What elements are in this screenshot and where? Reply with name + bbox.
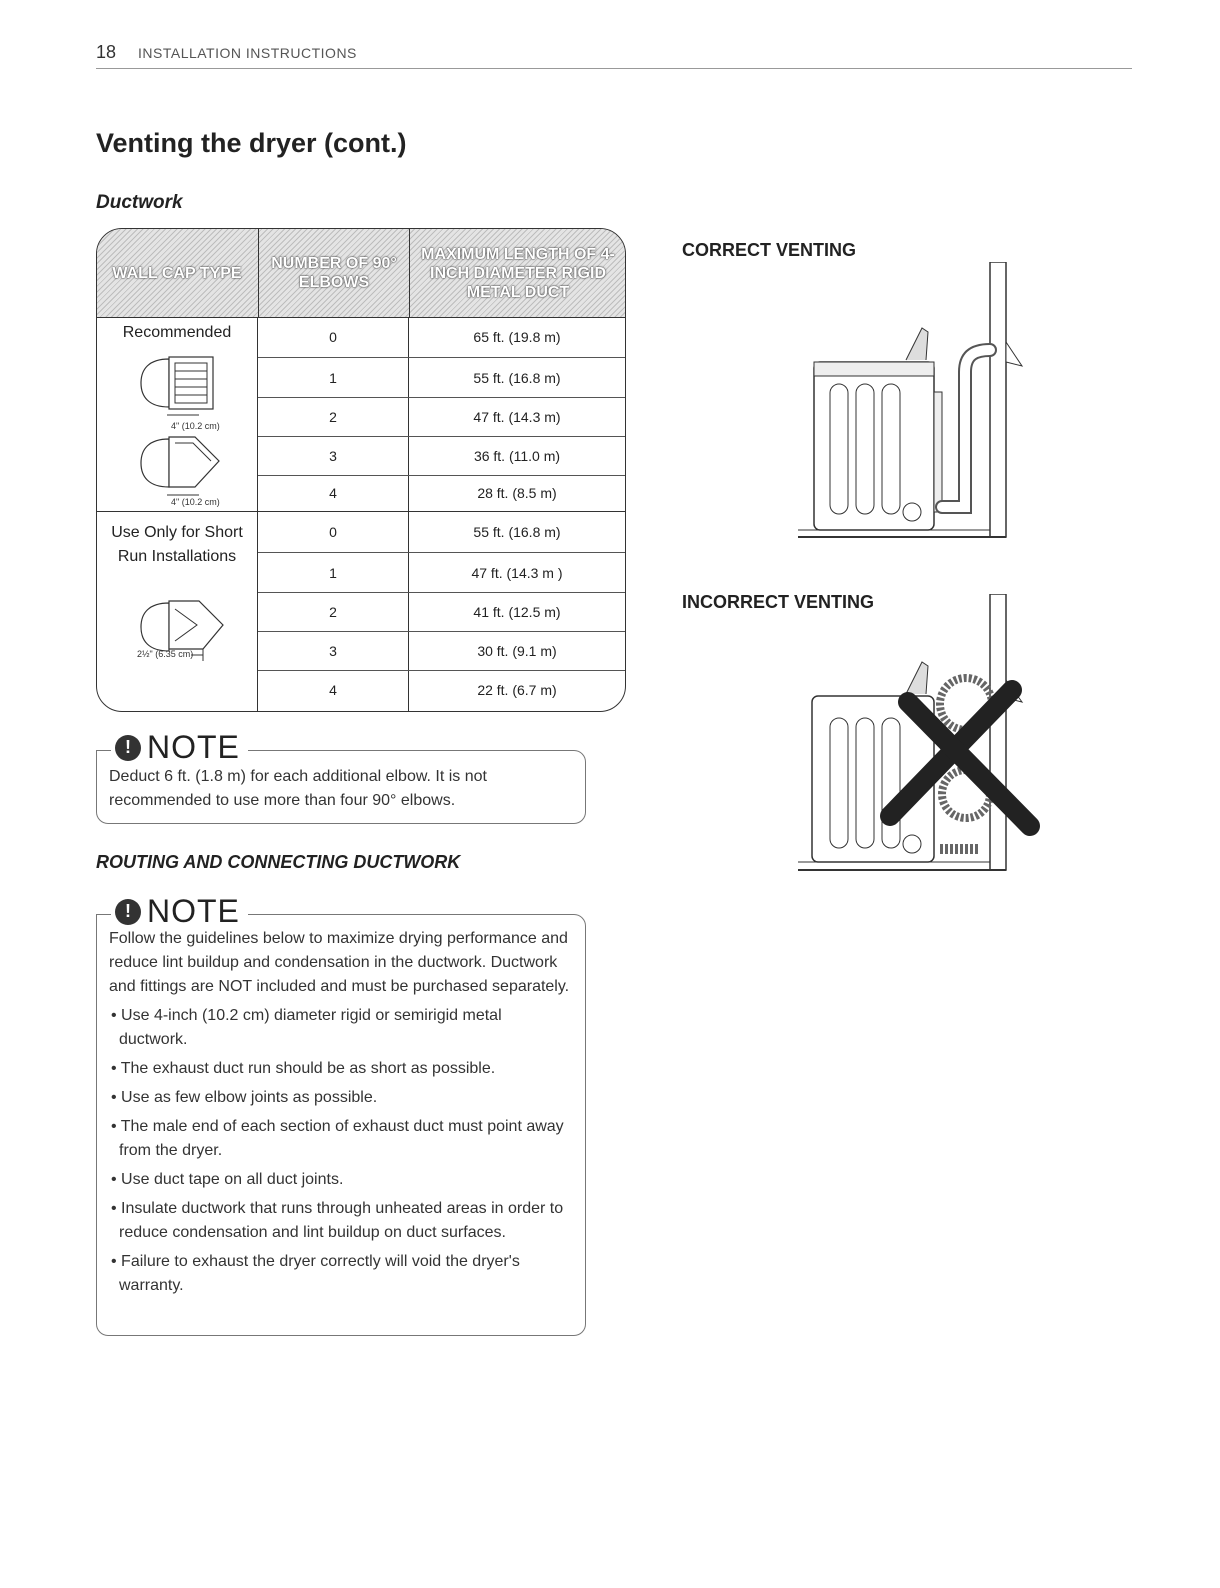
dim-label: 4" (10.2 cm)	[171, 497, 220, 507]
note-title: NOTE	[147, 729, 240, 765]
exclamation-icon: !	[115, 899, 141, 925]
elbow-count: 3	[329, 642, 337, 659]
elbow-count: 3	[329, 447, 337, 464]
guideline-item: • The exhaust duct run should be as short as possible.	[111, 1060, 496, 1077]
guideline-item: • Insulate ductwork that runs through unheated areas in order to reduce condensation and lint buildup on duct surfaces.	[111, 1200, 564, 1241]
group-label-recommended: Recommended	[122, 324, 232, 341]
table-row	[258, 553, 625, 593]
max-length: 47 ft. (14.3 m)	[473, 408, 561, 425]
elbow-count: 0	[329, 524, 337, 540]
routing-heading: ROUTING AND CONNECTING DUCTWORK	[96, 852, 461, 872]
guideline-item: • The male end of each section of exhaust duct must point away from the dryer.	[111, 1118, 564, 1159]
ductwork-subtitle: Ductwork	[96, 192, 183, 213]
note-box	[96, 729, 586, 824]
note-text: Deduct 6 ft. (1.8 m) for each additional elbow. It is not recommended to use more than four 90° elbows.	[109, 768, 487, 809]
table-row	[258, 592, 625, 632]
max-length: 28 ft. (8.5 m)	[477, 485, 557, 501]
note-intro: Follow the guidelines below to maximize drying performance and reduce lint buildup and condensation in the ductwork. Ductwork and fittings are NOT included and must be purchased separately.	[109, 930, 570, 995]
note-body	[109, 927, 571, 1298]
exclamation-icon: !	[115, 735, 141, 761]
table-row	[258, 475, 625, 512]
elbow-count: 2	[329, 603, 337, 620]
guideline-item: • Use as few elbow joints as possible.	[111, 1089, 378, 1106]
max-length: 22 ft. (6.7 m)	[477, 681, 557, 698]
group-label-line: Use Only for Short	[111, 524, 243, 541]
max-length: 30 ft. (9.1 m)	[477, 642, 557, 659]
header-elbows: NUMBER OF 90° ELBOWS	[258, 229, 409, 317]
table-header	[97, 229, 625, 318]
group-label-short-run	[97, 521, 257, 569]
max-length: 36 ft. (11.0 m)	[473, 447, 561, 464]
guideline-item: • Use 4-inch (10.2 cm) diameter rigid or semirigid metal ductwork.	[111, 1007, 502, 1048]
elbow-count: 2	[329, 408, 337, 425]
elbow-count: 4	[329, 681, 337, 698]
correct-venting-illustration	[790, 262, 1030, 542]
dim-label: 2½" (6.35 cm)	[137, 649, 194, 659]
page-title: Venting the dryer (cont.)	[96, 128, 407, 158]
group-divider	[97, 511, 257, 512]
elbow-count: 1	[329, 369, 337, 386]
elbow-count: 1	[329, 564, 337, 581]
table-row	[258, 397, 625, 437]
group-label-line: Run Installations	[117, 548, 237, 565]
dim-label: 4" (10.2 cm)	[171, 421, 220, 431]
table-row	[258, 670, 625, 709]
note-title: NOTE	[147, 893, 240, 929]
max-length: 47 ft. (14.3 m )	[471, 564, 563, 581]
table-row	[258, 317, 625, 358]
header-wall-cap: WALL CAP TYPE	[112, 264, 242, 282]
note-heading	[111, 729, 248, 766]
correct-venting-label: CORRECT VENTING	[682, 240, 857, 260]
max-length: 65 ft. (19.8 m)	[473, 329, 561, 345]
page-number: 18	[96, 42, 117, 62]
note-heading	[111, 893, 248, 930]
header-max-length: MAXIMUM LENGTH OF 4-INCH DIAMETER RIGID METAL DUCT	[409, 229, 626, 317]
max-length: 55 ft. (16.8 m)	[473, 369, 561, 386]
table-row	[258, 358, 625, 398]
section-label: INSTALLATION INSTRUCTIONS	[138, 45, 357, 61]
guideline-item: • Failure to exhaust the dryer correctly will void the dryer's warranty.	[111, 1253, 520, 1294]
table-row	[258, 631, 625, 671]
note-box	[96, 893, 586, 1336]
max-length: 41 ft. (12.5 m)	[473, 603, 561, 620]
elbow-count: 0	[329, 329, 337, 345]
incorrect-venting-illustration	[790, 594, 1050, 876]
page-header	[96, 42, 1132, 69]
guideline-item: • Use duct tape on all duct joints.	[111, 1171, 344, 1188]
incorrect-venting-label: INCORRECT VENTING	[682, 592, 875, 612]
table-row	[258, 436, 625, 476]
table-row	[258, 512, 625, 553]
duct-length-table	[96, 228, 626, 712]
max-length: 55 ft. (16.8 m)	[473, 524, 561, 540]
elbow-count: 4	[329, 485, 337, 501]
